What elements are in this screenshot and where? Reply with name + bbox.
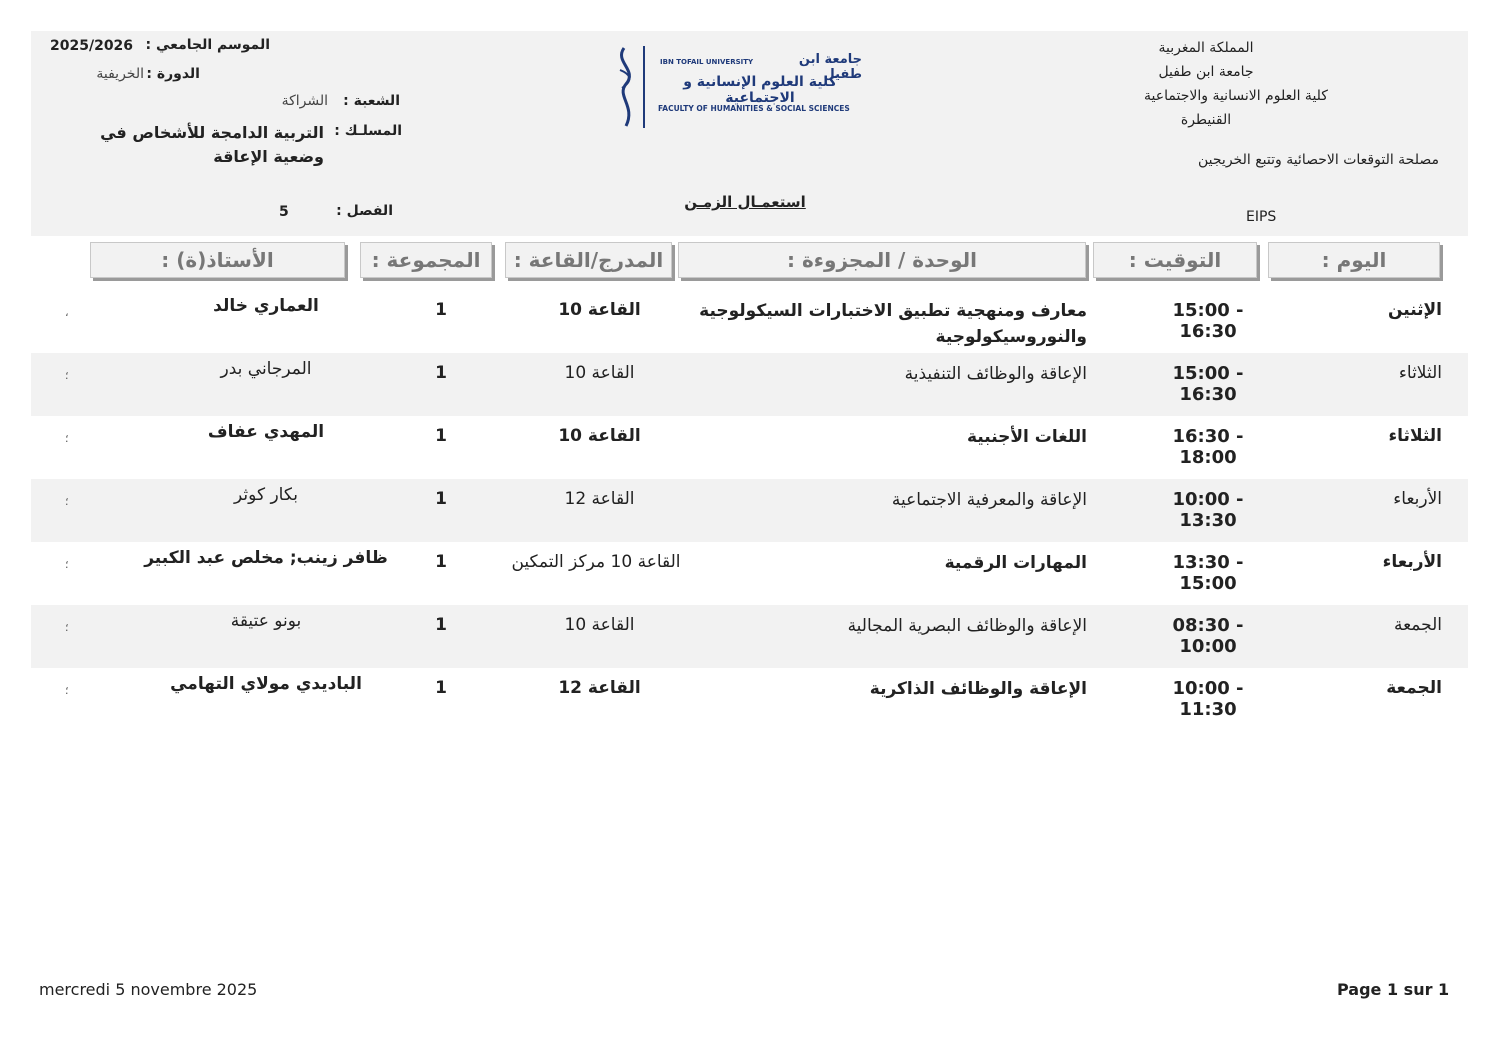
table-row	[31, 416, 1468, 479]
session-value: الخريفية	[96, 66, 144, 82]
logo-ar-faculty: كلية العلوم الإنسانية و الاجتماعية	[683, 74, 837, 106]
row-group: 1	[435, 300, 447, 320]
row-module: المهارات الرقمية	[944, 553, 1087, 573]
track-label: المسلـك :	[334, 123, 402, 139]
row-time: 15:00 - 16:30	[1172, 363, 1244, 405]
institution-line-2: جامعة ابن طفيل	[1158, 64, 1254, 80]
column-header-module: الوحدة / المجزوءة :	[678, 242, 1086, 278]
row-prof: المهدي عفاف	[207, 422, 325, 442]
row-room: القاعة 10	[564, 363, 635, 383]
row-prof: ظافر زينب; مخلص عبد الكبير	[144, 548, 388, 568]
row-group: 1	[435, 615, 447, 635]
row-edge-mark: ،	[65, 306, 69, 319]
logo-en-university: IBN TOFAIL UNIVERSITY	[660, 58, 754, 66]
semester-value: 5	[279, 204, 289, 220]
session-label: الدورة :	[146, 66, 200, 82]
table-row	[31, 479, 1468, 542]
institution-block	[1071, 36, 1401, 132]
row-edge-mark: ؛	[65, 558, 69, 571]
row-group: 1	[435, 363, 447, 383]
row-edge-mark: ؛	[65, 684, 69, 697]
row-room: القاعة 10	[558, 426, 641, 446]
institution-line-3: كلية العلوم الانسانية والاجتماعية	[1144, 88, 1328, 104]
track-value: التربية الدامجة للأشخاص في وضعية الإعاقة	[100, 123, 324, 166]
season-label: الموسم الجامعي :	[145, 37, 270, 53]
row-module: الإعاقة والوظائف الذاكرية	[869, 679, 1087, 699]
row-day: الجمعة	[1386, 678, 1442, 698]
institution-line-4: القنيطرة	[1180, 112, 1232, 128]
row-group: 1	[435, 552, 447, 572]
row-prof: الباديدي مولاي التهامي	[170, 674, 362, 694]
row-room: القاعة 10	[564, 615, 635, 635]
logo-en-faculty: FACULTY OF HUMANITIES & SOCIAL SCIENCES	[658, 104, 850, 113]
row-time: 10:00 - 13:30	[1172, 489, 1244, 531]
row-module: معارف ومنهجية تطبيق الاختبارات السيكولوجية والنوروسيكولوجية	[699, 301, 1087, 347]
service-code: EIPS	[1246, 209, 1277, 225]
row-group: 1	[435, 426, 447, 446]
column-header-group: المجموعة :	[360, 242, 492, 278]
row-edge-mark: ؛	[65, 495, 69, 508]
row-time: 16:30 - 18:00	[1172, 426, 1244, 468]
logo-ar-university: جامعة ابن طفيل	[798, 52, 862, 82]
row-module: الإعاقة والوظائف التنفيذية	[904, 364, 1087, 384]
row-day: الثلاثاء	[1398, 363, 1442, 383]
row-module: الإعاقة والمعرفية الاجتماعية	[891, 490, 1087, 510]
row-room: القاعة 12	[564, 489, 635, 509]
row-prof: العماري خالد	[213, 296, 319, 316]
row-edge-mark: ؛	[65, 432, 69, 445]
row-prof: بونو عتيقة	[230, 611, 302, 631]
row-module: اللغات الأجنبية	[967, 427, 1087, 447]
row-time: 10:00 - 11:30	[1172, 678, 1244, 720]
row-prof: المرجاني بدر	[220, 359, 312, 379]
row-edge-mark: ؛	[65, 621, 69, 634]
season-value: 2025/2026	[50, 38, 134, 54]
branch-label: الشعبة :	[343, 93, 400, 109]
row-time: 08:30 - 10:00	[1172, 615, 1244, 657]
table-row	[31, 668, 1468, 731]
row-day: الثلاثاء	[1388, 426, 1442, 446]
row-room: القاعة 10 مركز التمكين	[511, 552, 681, 572]
university-logo	[612, 40, 862, 132]
row-day: الإثنين	[1387, 300, 1442, 320]
row-time: 15:00 - 16:30	[1172, 300, 1244, 342]
row-day: الأربعاء	[1393, 489, 1442, 509]
footer-date: mercredi 5 novembre 2025	[39, 980, 258, 999]
row-room: القاعة 10	[558, 300, 641, 320]
column-header-day: اليوم :	[1268, 242, 1440, 278]
column-header-prof: الأستاذ(ة) :	[90, 242, 345, 278]
branch-value: الشراكة	[281, 93, 328, 109]
table-row	[31, 290, 1468, 353]
table-row	[31, 353, 1468, 416]
column-header-room: المدرج/القاعة :	[505, 242, 672, 278]
table-row	[31, 542, 1468, 605]
institution-line-1: المملكة المغربية	[1158, 40, 1254, 56]
service-name: مصلحة التوقعات الاحصائية وتتبع الخريجين	[1198, 152, 1439, 168]
table-row	[31, 605, 1468, 668]
row-group: 1	[435, 489, 447, 509]
row-day: الأربعاء	[1382, 552, 1442, 572]
semester-label: الفصل :	[336, 203, 393, 219]
row-time: 13:30 - 15:00	[1172, 552, 1244, 594]
column-header-time: التوقيت :	[1093, 242, 1257, 278]
page-title: استعمـال الزمـن	[684, 193, 806, 211]
row-edge-mark: ؛	[65, 369, 69, 382]
row-day: الجمعة	[1393, 615, 1442, 635]
footer-page: Page 1 sur 1	[1337, 980, 1450, 999]
row-group: 1	[435, 678, 447, 698]
row-room: القاعة 12	[558, 678, 641, 698]
row-module: الإعاقة والوظائف البصرية المجالية	[847, 616, 1087, 636]
row-prof: بكار كوثر	[234, 485, 298, 505]
